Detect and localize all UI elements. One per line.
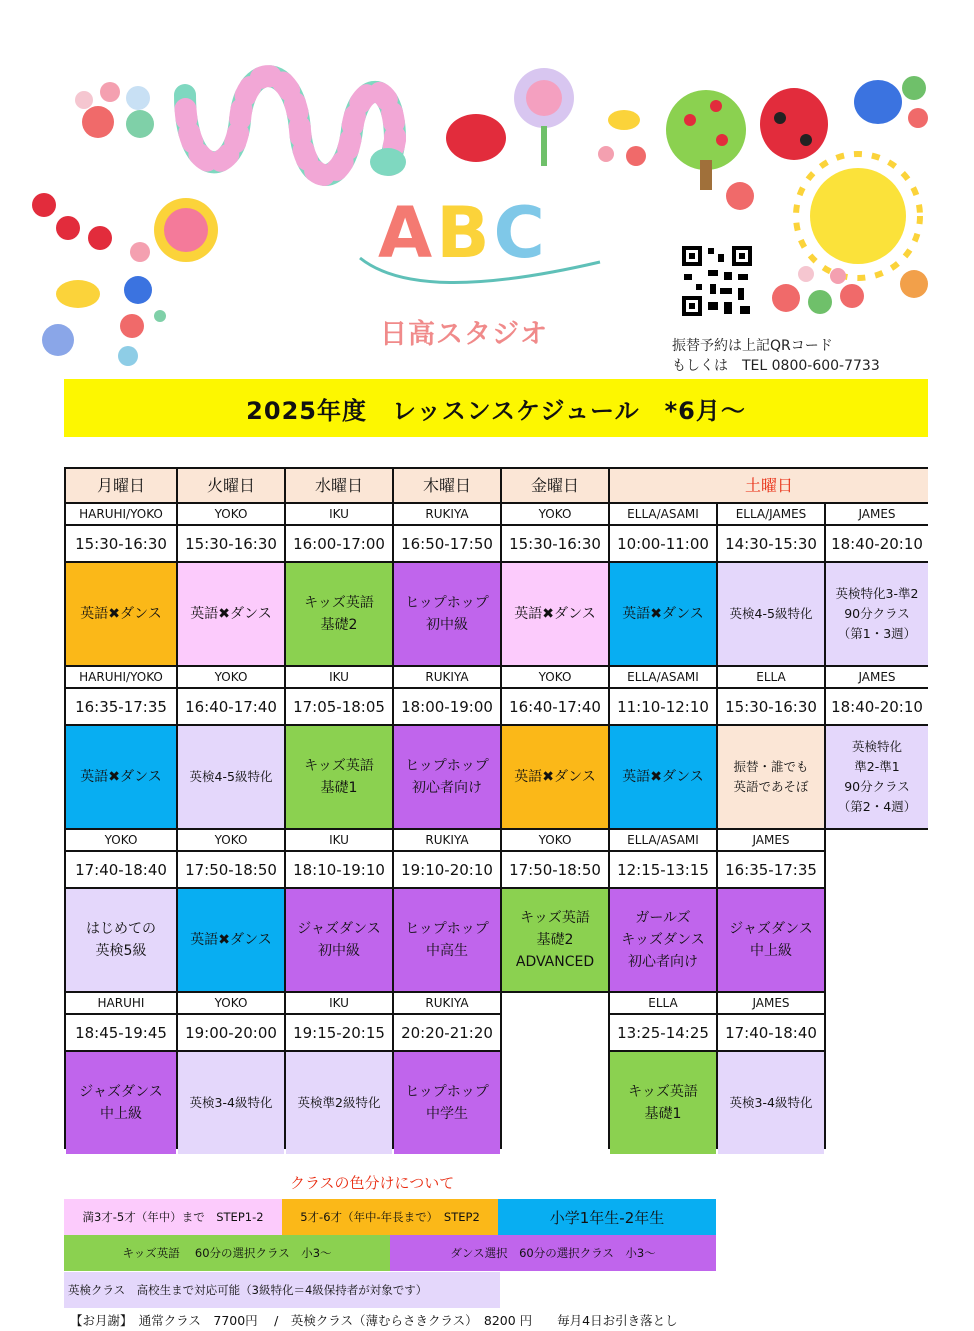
teacher-cell: IKU xyxy=(286,993,392,1013)
class-cell: ヒップホップ 中学生 xyxy=(394,1052,500,1154)
legend-green: キッズ英語 60分の選択クラス 小3～ xyxy=(64,1235,390,1271)
teacher-cell: ELLA/ASAMI xyxy=(610,830,716,850)
teacher-cell: ELLA/ASAMI xyxy=(610,504,716,524)
time-cell: 17:40-18:40 xyxy=(66,852,176,887)
class-cell: はじめての 英検5級 xyxy=(66,889,176,991)
teacher-cell: ELLA xyxy=(718,667,824,687)
time-cell: 18:40-20:10 xyxy=(826,526,928,561)
time-cell: 16:50-17:50 xyxy=(394,526,500,561)
abc-logo xyxy=(378,192,545,274)
empty-cell xyxy=(826,830,928,1154)
time-cell: 16:35-17:35 xyxy=(718,852,824,887)
teacher-cell: YOKO xyxy=(178,993,284,1013)
class-cell: ヒップホップ 中高生 xyxy=(394,889,500,991)
class-cell: ジャズダンス 初中級 xyxy=(286,889,392,991)
legend-lavender: 英検クラス 高校生まで対応可能（3級特化＝4級保持者が対象です） xyxy=(64,1272,500,1308)
day-header-fri: 金曜日 xyxy=(502,469,608,502)
time-cell: 12:15-13:15 xyxy=(610,852,716,887)
class-cell: 英語✖ダンス xyxy=(66,726,176,828)
class-cell: 英語✖ダンス xyxy=(502,726,608,828)
fee-footer: 【お月謝】 通常クラス 7700円 / 英検クラス（薄むらさきクラス） 8200 円 毎月4日お引き落とし xyxy=(70,1313,678,1328)
class-cell: 英語✖ダンス xyxy=(178,563,284,665)
class-cell: 英検4-5級特化 xyxy=(718,563,824,665)
time-cell: 18:10-19:10 xyxy=(286,852,392,887)
bird-illustration xyxy=(854,80,902,124)
teacher-cell: ELLA xyxy=(610,993,716,1013)
day-header-tue: 火曜日 xyxy=(178,469,284,502)
ladybug-illustration xyxy=(446,114,506,162)
teacher-cell: JAMES xyxy=(718,993,824,1013)
qr-code[interactable] xyxy=(680,244,754,318)
class-cell: 英検3-4級特化 xyxy=(718,1052,824,1154)
teacher-cell: IKU xyxy=(286,504,392,524)
studio-name: 日高スタジオ xyxy=(380,319,548,350)
class-cell: 振替・誰でも 英語であそぼ xyxy=(718,726,824,828)
time-cell: 15:30-16:30 xyxy=(502,526,608,561)
time-cell: 15:30-16:30 xyxy=(66,526,176,561)
teacher-cell: JAMES xyxy=(718,830,824,850)
teacher-cell: YOKO xyxy=(178,830,284,850)
class-cell: 英語✖ダンス xyxy=(610,726,716,828)
time-cell: 15:30-16:30 xyxy=(178,526,284,561)
time-cell: 18:00-19:00 xyxy=(394,689,500,724)
class-cell: キッズ英語 基礎2 ADVANCED xyxy=(502,889,608,991)
day-header-sat: 土曜日 xyxy=(610,469,928,502)
teacher-cell: RUKIYA xyxy=(394,993,500,1013)
teacher-cell: YOKO xyxy=(178,667,284,687)
contact-tel-text: もしくは TEL 0800-600-7733 xyxy=(672,358,880,374)
time-cell: 11:10-12:10 xyxy=(610,689,716,724)
teacher-cell: YOKO xyxy=(502,830,608,850)
time-cell: 16:40-17:40 xyxy=(502,689,608,724)
legend-title: クラスの色分けについて xyxy=(290,1174,455,1192)
logo-letter-c: C xyxy=(493,192,545,274)
schedule-table xyxy=(64,467,928,1149)
logo-letter-b: B xyxy=(436,192,490,274)
bee-illustration xyxy=(56,280,100,308)
class-cell: 英語✖ダンス xyxy=(66,563,176,665)
logo-letter-a: A xyxy=(378,192,433,274)
class-cell: 英検3-4級特化 xyxy=(178,1052,284,1154)
class-cell: 英語✖ダンス xyxy=(178,889,284,991)
class-cell: 英検特化 準2-準1 90分クラス （第2・4週） xyxy=(826,726,928,828)
class-cell: キッズ英語 基礎2 xyxy=(286,563,392,665)
time-cell: 17:50-18:50 xyxy=(502,852,608,887)
time-cell: 20:20-21:20 xyxy=(394,1015,500,1050)
legend-orange: 5才-6才（年中-年長まで） STEP2 xyxy=(282,1199,498,1235)
time-cell: 14:30-15:30 xyxy=(718,526,824,561)
time-cell: 18:40-20:10 xyxy=(826,689,928,724)
time-cell: 16:35-17:35 xyxy=(66,689,176,724)
teacher-cell: HARUHI/YOKO xyxy=(66,504,176,524)
tree-illustration xyxy=(666,90,746,170)
class-cell: 英検4-5級特化 xyxy=(178,726,284,828)
teacher-cell: HARUHI xyxy=(66,993,176,1013)
class-cell: キッズ英語 基礎1 xyxy=(610,1052,716,1154)
class-cell: ジャズダンス 中上級 xyxy=(66,1052,176,1154)
teacher-cell: JAMES xyxy=(826,504,928,524)
teacher-cell: ELLA/ASAMI xyxy=(610,667,716,687)
time-cell: 19:00-20:00 xyxy=(178,1015,284,1050)
teacher-cell: IKU xyxy=(286,667,392,687)
contact-info xyxy=(672,336,880,376)
schedule-title-banner: 2025年度 レッスンスケジュール *6月～ xyxy=(64,379,928,437)
teacher-cell: YOKO xyxy=(502,667,608,687)
legend-cyan: 小学1年生-2年生 xyxy=(498,1199,716,1235)
class-cell: ジャズダンス 中上級 xyxy=(718,889,824,991)
time-cell: 16:00-17:00 xyxy=(286,526,392,561)
teacher-cell: YOKO xyxy=(66,830,176,850)
time-cell: 17:40-18:40 xyxy=(718,1015,824,1050)
empty-cell xyxy=(502,993,608,1154)
teacher-cell: HARUHI/YOKO xyxy=(66,667,176,687)
time-cell: 15:30-16:30 xyxy=(718,689,824,724)
teacher-cell: JAMES xyxy=(826,667,928,687)
time-cell: 18:45-19:45 xyxy=(66,1015,176,1050)
class-cell: 英語✖ダンス xyxy=(502,563,608,665)
sun-illustration xyxy=(810,168,906,264)
time-cell: 16:40-17:40 xyxy=(178,689,284,724)
teacher-cell: ELLA/JAMES xyxy=(718,504,824,524)
teacher-cell: IKU xyxy=(286,830,392,850)
class-cell: 英検準2級特化 xyxy=(286,1052,392,1154)
day-header-mon: 月曜日 xyxy=(66,469,176,502)
teacher-cell: RUKIYA xyxy=(394,667,500,687)
class-cell: ガールズ キッズダンス 初心者向け xyxy=(610,889,716,991)
legend-pink: 満3才-5才（年中）まで STEP1-2 xyxy=(64,1199,282,1235)
time-cell: 17:50-18:50 xyxy=(178,852,284,887)
legend-purple: ダンス選択 60分の選択クラス 小3～ xyxy=(390,1235,716,1271)
class-cell: 英検特化3-準2 90分クラス （第1・3週） xyxy=(826,563,928,665)
teacher-cell: RUKIYA xyxy=(394,830,500,850)
time-cell: 19:10-20:10 xyxy=(394,852,500,887)
teacher-cell: YOKO xyxy=(178,504,284,524)
class-cell: ヒップホップ 初中級 xyxy=(394,563,500,665)
day-header-thu: 木曜日 xyxy=(394,469,500,502)
time-cell: 10:00-11:00 xyxy=(610,526,716,561)
time-cell: 13:25-14:25 xyxy=(610,1015,716,1050)
class-cell: キッズ英語 基礎1 xyxy=(286,726,392,828)
teacher-cell: YOKO xyxy=(502,504,608,524)
time-cell: 19:15-20:15 xyxy=(286,1015,392,1050)
time-cell: 17:05-18:05 xyxy=(286,689,392,724)
day-header-wed: 水曜日 xyxy=(286,469,392,502)
class-cell: ヒップホップ 初心者向け xyxy=(394,726,500,828)
class-cell: 英語✖ダンス xyxy=(610,563,716,665)
contact-qr-text: 振替予約は上記QRコード xyxy=(672,338,833,354)
teacher-cell: RUKIYA xyxy=(394,504,500,524)
